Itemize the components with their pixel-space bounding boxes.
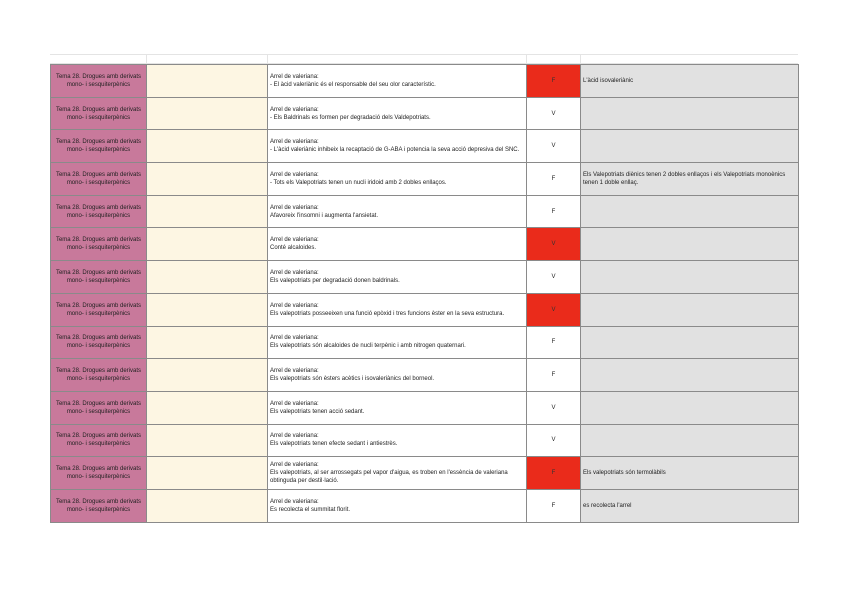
empty-cell[interactable] (147, 163, 268, 196)
topic-cell[interactable]: Tema 28. Drogues amb derivats mono- i sesquiterpènics (51, 391, 147, 424)
empty-cell[interactable] (147, 293, 268, 326)
empty-cell[interactable] (147, 228, 268, 261)
answer-cell[interactable]: V (527, 228, 581, 261)
table-row (51, 163, 799, 196)
question-title: Arrel de valeriana: (270, 400, 319, 407)
explanation-cell[interactable] (581, 293, 799, 326)
topic-cell[interactable]: Tema 28. Drogues amb derivats mono- i sesquiterpènics (51, 457, 147, 490)
question-title: Arrel de valeriana: (270, 433, 319, 440)
question-title: Arrel de valeriana: (270, 368, 319, 375)
quiz-table-body (51, 65, 799, 523)
empty-cell[interactable] (147, 261, 268, 294)
topic-cell[interactable]: Tema 28. Drogues amb derivats mono- i sesquiterpènics (51, 489, 147, 522)
question-title: Arrel de valeriana: (270, 302, 319, 309)
question-title: Arrel de valeriana: (270, 237, 319, 244)
empty-cell[interactable] (147, 65, 268, 98)
explanation-cell[interactable]: Els Valepotriats diènics tenen 2 dobles enllaços i els Valepotriats monoènics tenen 1 doble enllaç. (581, 163, 799, 196)
question-cell[interactable] (268, 261, 527, 294)
question-title: Arrel de valeriana: (270, 269, 319, 276)
empty-cell[interactable] (147, 130, 268, 163)
header-row (50, 54, 798, 64)
explanation-cell[interactable] (581, 261, 799, 294)
answer-cell[interactable]: F (527, 326, 581, 359)
table-row (51, 424, 799, 457)
table-row (51, 261, 799, 294)
explanation-cell[interactable]: es recolecta l'arrel (581, 489, 799, 522)
answer-cell[interactable]: F (527, 359, 581, 392)
question-text: - Els Baldrinals es formen per degradació dels Valdepotriats. (270, 114, 431, 121)
question-cell[interactable] (268, 293, 527, 326)
explanation-cell[interactable] (581, 228, 799, 261)
question-text: Conté alcaloides. (270, 245, 317, 252)
question-text: - L'àcid valeriànic inhibeix la recaptació de G-ABA i potencia la seva acció depresiva del SNC. (270, 147, 520, 154)
empty-cell[interactable] (147, 359, 268, 392)
explanation-cell[interactable] (581, 326, 799, 359)
question-cell[interactable] (268, 424, 527, 457)
answer-cell[interactable]: V (527, 424, 581, 457)
table-row (51, 489, 799, 522)
explanation-cell[interactable] (581, 424, 799, 457)
question-text: Els valepotriats tenen acció sedant. (270, 408, 365, 415)
empty-cell[interactable] (147, 489, 268, 522)
header-divider (267, 55, 268, 63)
answer-cell[interactable]: F (527, 163, 581, 196)
topic-cell[interactable]: Tema 28. Drogues amb derivats mono- i sesquiterpènics (51, 261, 147, 294)
topic-cell[interactable]: Tema 28. Drogues amb derivats mono- i sesquiterpènics (51, 359, 147, 392)
table-row (51, 293, 799, 326)
answer-cell[interactable]: V (527, 130, 581, 163)
topic-cell[interactable]: Tema 28. Drogues amb derivats mono- i sesquiterpènics (51, 228, 147, 261)
question-cell[interactable] (268, 97, 527, 130)
empty-cell[interactable] (147, 97, 268, 130)
question-cell[interactable] (268, 65, 527, 98)
question-title: Arrel de valeriana: (270, 106, 319, 113)
answer-cell[interactable]: F (527, 457, 581, 490)
question-cell[interactable] (268, 163, 527, 196)
table-row (51, 130, 799, 163)
topic-cell[interactable]: Tema 28. Drogues amb derivats mono- i sesquiterpènics (51, 130, 147, 163)
table-row (51, 457, 799, 490)
table-row (51, 391, 799, 424)
table-row (51, 326, 799, 359)
question-cell[interactable] (268, 489, 527, 522)
table-row (51, 97, 799, 130)
question-cell[interactable] (268, 195, 527, 228)
question-title: Arrel de valeriana: (270, 498, 319, 505)
topic-cell[interactable]: Tema 28. Drogues amb derivats mono- i sesquiterpènics (51, 326, 147, 359)
empty-cell[interactable] (147, 424, 268, 457)
answer-cell[interactable]: V (527, 391, 581, 424)
answer-cell[interactable]: F (527, 195, 581, 228)
question-title: Arrel de valeriana: (270, 204, 319, 211)
topic-cell[interactable]: Tema 28. Drogues amb derivats mono- i sesquiterpènics (51, 424, 147, 457)
question-cell[interactable] (268, 130, 527, 163)
question-text: Afavoreix l'insomni i augmenta l'ansietat. (270, 212, 379, 219)
explanation-cell[interactable]: Els valepotriats són termolàbils (581, 457, 799, 490)
topic-cell[interactable]: Tema 28. Drogues amb derivats mono- i sesquiterpènics (51, 65, 147, 98)
answer-cell[interactable]: V (527, 293, 581, 326)
explanation-cell[interactable] (581, 391, 799, 424)
topic-cell[interactable]: Tema 28. Drogues amb derivats mono- i sesquiterpènics (51, 195, 147, 228)
empty-cell[interactable] (147, 326, 268, 359)
question-text: Els valepotriats posseeixen una funció epòxid i tres funcions èster en la seva estructura. (270, 310, 505, 317)
explanation-cell[interactable] (581, 97, 799, 130)
table-row (51, 65, 799, 98)
question-text: - El àcid valeriànic és el responsable del seu olor característic. (270, 81, 436, 88)
question-text: - Tots els Valepotriats tenen un nucli iridoid amb 2 dobles enllaços. (270, 179, 447, 186)
explanation-cell[interactable] (581, 359, 799, 392)
explanation-cell[interactable]: L'àcid isovaleriànic (581, 65, 799, 98)
question-cell[interactable] (268, 228, 527, 261)
topic-cell[interactable]: Tema 28. Drogues amb derivats mono- i sesquiterpènics (51, 293, 147, 326)
question-text: Els valepotriats, al ser arrossegats pel vapor d'aigua, es troben en l'essència de valeriana obtinguda per destil·lació. (270, 470, 508, 485)
question-cell[interactable] (268, 391, 527, 424)
table-row (51, 228, 799, 261)
question-text: Es recolecta el summitat florit. (270, 506, 351, 513)
answer-cell[interactable]: F (527, 65, 581, 98)
topic-cell[interactable]: Tema 28. Drogues amb derivats mono- i sesquiterpènics (51, 97, 147, 130)
explanation-cell[interactable] (581, 130, 799, 163)
header-divider (580, 55, 581, 63)
table-row (51, 359, 799, 392)
empty-cell[interactable] (147, 195, 268, 228)
question-cell[interactable] (268, 457, 527, 490)
quiz-table (50, 64, 799, 523)
question-cell[interactable] (268, 326, 527, 359)
answer-cell[interactable]: V (527, 97, 581, 130)
question-title: Arrel de valeriana: (270, 462, 319, 469)
empty-cell[interactable] (147, 457, 268, 490)
topic-cell[interactable]: Tema 28. Drogues amb derivats mono- i sesquiterpènics (51, 163, 147, 196)
answer-cell[interactable]: V (527, 261, 581, 294)
question-title: Arrel de valeriana: (270, 171, 319, 178)
empty-cell[interactable] (147, 391, 268, 424)
answer-cell[interactable]: F (527, 489, 581, 522)
question-text: Els valepotriats tenen efecte sedant i antiestrès. (270, 441, 398, 448)
question-text: Els valepotriats per degradació donen baldrinals. (270, 277, 400, 284)
table-row (51, 195, 799, 228)
header-divider (526, 55, 527, 63)
question-title: Arrel de valeriana: (270, 139, 319, 146)
question-title: Arrel de valeriana: (270, 73, 319, 80)
question-text: Els valepotriats són alcaloides de nucli terpènic i amb nitrogen quaternari. (270, 343, 466, 350)
question-cell[interactable] (268, 359, 527, 392)
question-title: Arrel de valeriana: (270, 335, 319, 342)
header-divider (146, 55, 147, 63)
question-text: Els valepotriats són èsters acètics i isovaleriànics del borneol. (270, 376, 435, 383)
explanation-cell[interactable] (581, 195, 799, 228)
